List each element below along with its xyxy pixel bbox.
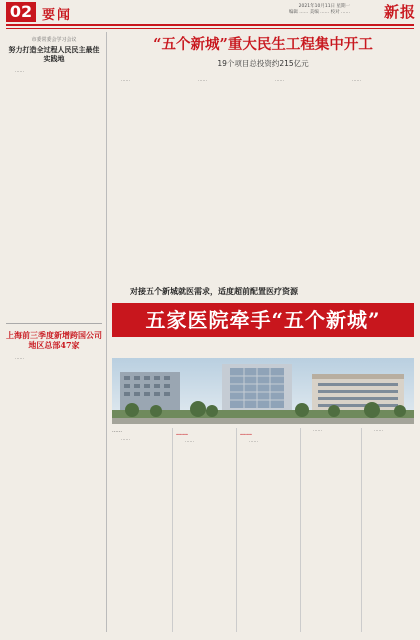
second-article-col-5 xyxy=(365,428,414,632)
masthead-rule xyxy=(6,24,414,26)
left-column xyxy=(6,32,102,632)
left-article2-body: …… xyxy=(15,356,24,361)
left-article-kicker: 市委常委会学习会议 xyxy=(31,37,77,43)
left-article-headline: 努力打造全过程人民民主最佳实践地 xyxy=(8,45,100,63)
masthead-rule-thin xyxy=(6,28,414,29)
second-article-col-3-text: …… xyxy=(249,439,258,445)
section-name: 要闻 xyxy=(42,8,73,23)
hospital-photo xyxy=(112,358,414,424)
main-article-body xyxy=(112,78,414,276)
second-article-col-2 xyxy=(176,428,232,632)
main-article-col-1 xyxy=(112,78,182,276)
masthead-credits: 编辑 …… 美编 …… 校对 …… xyxy=(288,10,350,15)
main-article-col-4-text: …… xyxy=(352,78,361,83)
column-rule xyxy=(106,32,107,632)
column-divider xyxy=(300,428,301,632)
main-article-header xyxy=(112,36,414,69)
newspaper-logo: 新报 xyxy=(383,3,416,21)
second-article-col-3 xyxy=(240,428,296,632)
main-article-col-3 xyxy=(266,78,336,276)
main-article-col-2 xyxy=(189,78,259,276)
second-article-col-2-text: …… xyxy=(185,439,194,445)
second-article-col-4-text: …… xyxy=(313,428,322,433)
masthead-info xyxy=(232,4,350,16)
masthead xyxy=(0,0,420,26)
left-article-body: …… xyxy=(15,69,24,74)
hospital-photo-illustration xyxy=(112,358,414,424)
column-divider xyxy=(236,428,237,632)
main-article-title: “五个新城”重大民生工程集中开工 xyxy=(153,36,373,53)
second-article-header xyxy=(112,286,414,337)
second-article-col-1 xyxy=(112,428,168,632)
left-article2-headline: 上海前三季度新增跨国公司地区总部47家 xyxy=(6,330,102,350)
main-article-col-3-text: …… xyxy=(275,78,284,83)
column-divider xyxy=(172,428,173,632)
second-article-subhead-1: …… xyxy=(176,430,188,437)
second-article-banner: 五家医院牵手“五个新城” xyxy=(112,303,414,337)
second-article-body xyxy=(112,428,414,632)
page-number: 02 xyxy=(6,2,36,22)
main-article-col-2-text: …… xyxy=(198,78,207,83)
second-article-byline: …… xyxy=(112,428,122,434)
masthead-date: 2021年10月11日 星期一 xyxy=(298,4,350,9)
main-article-col-1-text: …… xyxy=(121,78,130,83)
left-column-divider xyxy=(6,323,102,324)
main-article-subtitle: 19个项目总投资约215亿元 xyxy=(217,59,309,68)
second-article-col-5-text: …… xyxy=(374,428,383,433)
main-article-col-4 xyxy=(343,78,414,276)
second-article-kicker: 对接五个新城就医需求，适度超前配置医疗资源 xyxy=(130,286,298,296)
column-divider xyxy=(361,428,362,632)
second-article-col-4 xyxy=(304,428,357,632)
second-article-col-1-text: …… xyxy=(121,437,130,443)
second-article-subhead-2: …… xyxy=(240,430,252,437)
